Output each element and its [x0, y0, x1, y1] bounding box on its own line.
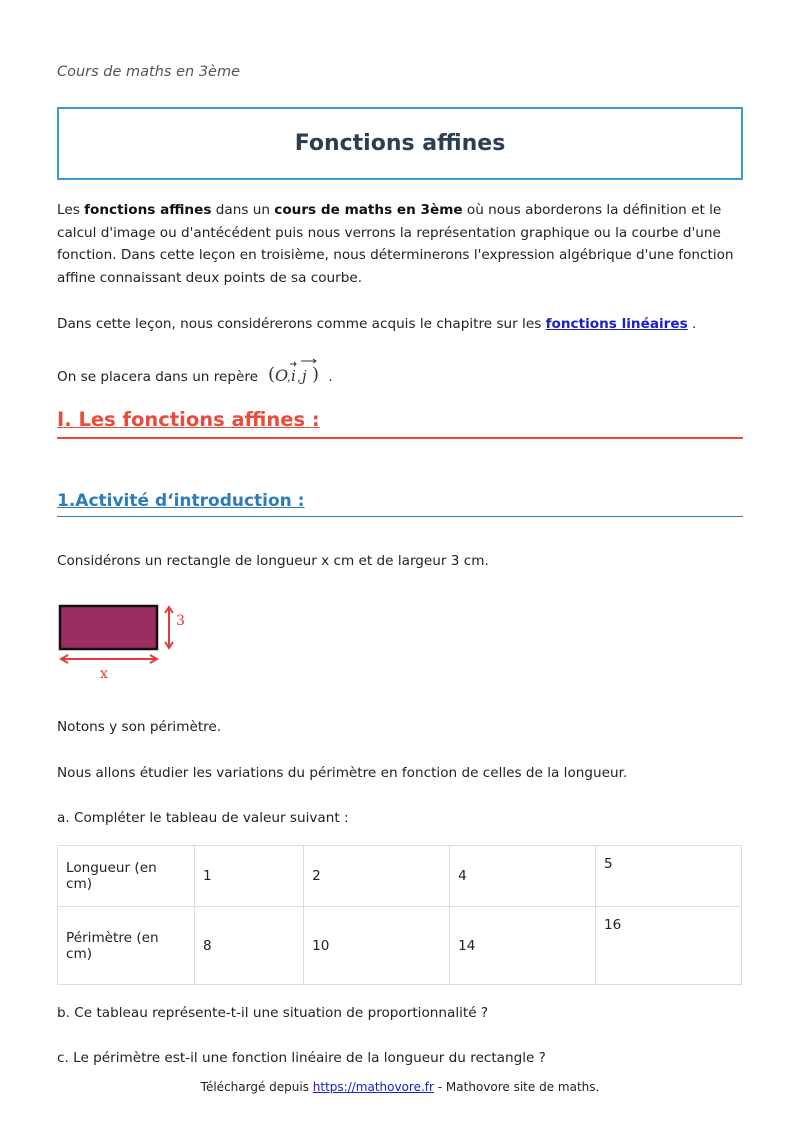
intro-bold-course: cours de maths en 3ème [274, 202, 463, 218]
table-cell: 8 [195, 907, 304, 985]
subsection-heading-text: 1.Activité d‘introduction : [57, 491, 305, 511]
rectangle-shape [60, 606, 157, 649]
table-cell: 2 [304, 846, 450, 907]
prerequisite-text: . [687, 316, 697, 332]
question-b: b. Ce tableau représente-t-il une situation de proportionnalité ? [57, 1005, 489, 1021]
footer-text: - Mathovore site de maths. [433, 1080, 600, 1094]
section-heading [57, 408, 743, 439]
page-title: Fonctions affines [294, 131, 506, 156]
table-header-cell: Longueur (en cm) [58, 846, 195, 907]
table-row-perimeter [58, 907, 742, 985]
perimeter-notation: Notons y son périmètre. [57, 719, 222, 735]
intro-text: dans un [211, 202, 275, 218]
page-footer [0, 1080, 800, 1094]
svg-text:,: , [297, 370, 301, 384]
rectangle-diagram [57, 598, 197, 682]
table-cell: 4 [450, 846, 596, 907]
footer-text: Téléchargé depuis [200, 1080, 313, 1094]
subsection-heading [57, 491, 743, 517]
table-cell: 10 [304, 907, 450, 985]
mathovore-link[interactable]: https://mathovore.fr [312, 1080, 434, 1094]
intro-text: où nous aborderons la définition et le calcul d'image ou d'antécédent puis nous verrons la représentation graphique ou la courbe d'une fonction. Dans cette leçon en troisième, nous déterminerons l'expression algébrique d'une fonction affine connaissant deux points de sa courbe. [57, 202, 734, 286]
rectangle-figure [57, 598, 197, 686]
svg-text:O: O [275, 366, 289, 385]
table-cell: 5 [596, 846, 742, 907]
course-subtitle: Cours de maths en 3ème [57, 64, 241, 80]
svg-text:): ) [312, 364, 320, 385]
question-c: c. Le périmètre est-il une fonction linéaire de la longueur du rectangle ? [57, 1050, 546, 1066]
fonctions-lineaires-link[interactable]: fonctions linéaires [545, 316, 688, 332]
svg-text:(: ( [268, 364, 276, 385]
svg-text:i: i [291, 367, 296, 385]
table-cell: 16 [596, 907, 742, 985]
svg-text:j: j [302, 367, 307, 385]
table-header-cell: Périmètre (en cm) [58, 907, 195, 985]
width-label: 3 [176, 613, 185, 629]
prerequisite-text: Dans cette leçon, nous considérerons comme acquis le chapitre sur les [57, 316, 546, 332]
repere-paragraph [57, 358, 743, 396]
intro-paragraph [57, 199, 743, 289]
intro-text: Les [57, 202, 85, 218]
repere-text: On se placera dans un repère [57, 369, 259, 385]
section-heading-text: I. Les fonctions affines : [57, 408, 320, 431]
repere-formula-image [268, 358, 324, 396]
table-row-length [58, 846, 742, 907]
table-cell: 14 [450, 907, 596, 985]
table-cell: 1 [195, 846, 304, 907]
variation-statement: Nous allons étudier les variations du périmètre en fonction de celles de la longueur. [57, 765, 628, 781]
prerequisite-paragraph [57, 313, 743, 336]
activity-intro: Considérons un rectangle de longueur x cm et de largeur 3 cm. [57, 553, 489, 569]
intro-bold-term: fonctions affines [84, 202, 212, 218]
repere-text: . [324, 369, 333, 385]
values-table [57, 845, 742, 985]
title-box [57, 107, 743, 180]
svg-text:,: , [287, 370, 291, 384]
question-a: a. Compléter le tableau de valeur suivant : [57, 810, 349, 826]
length-label: x [100, 666, 108, 682]
